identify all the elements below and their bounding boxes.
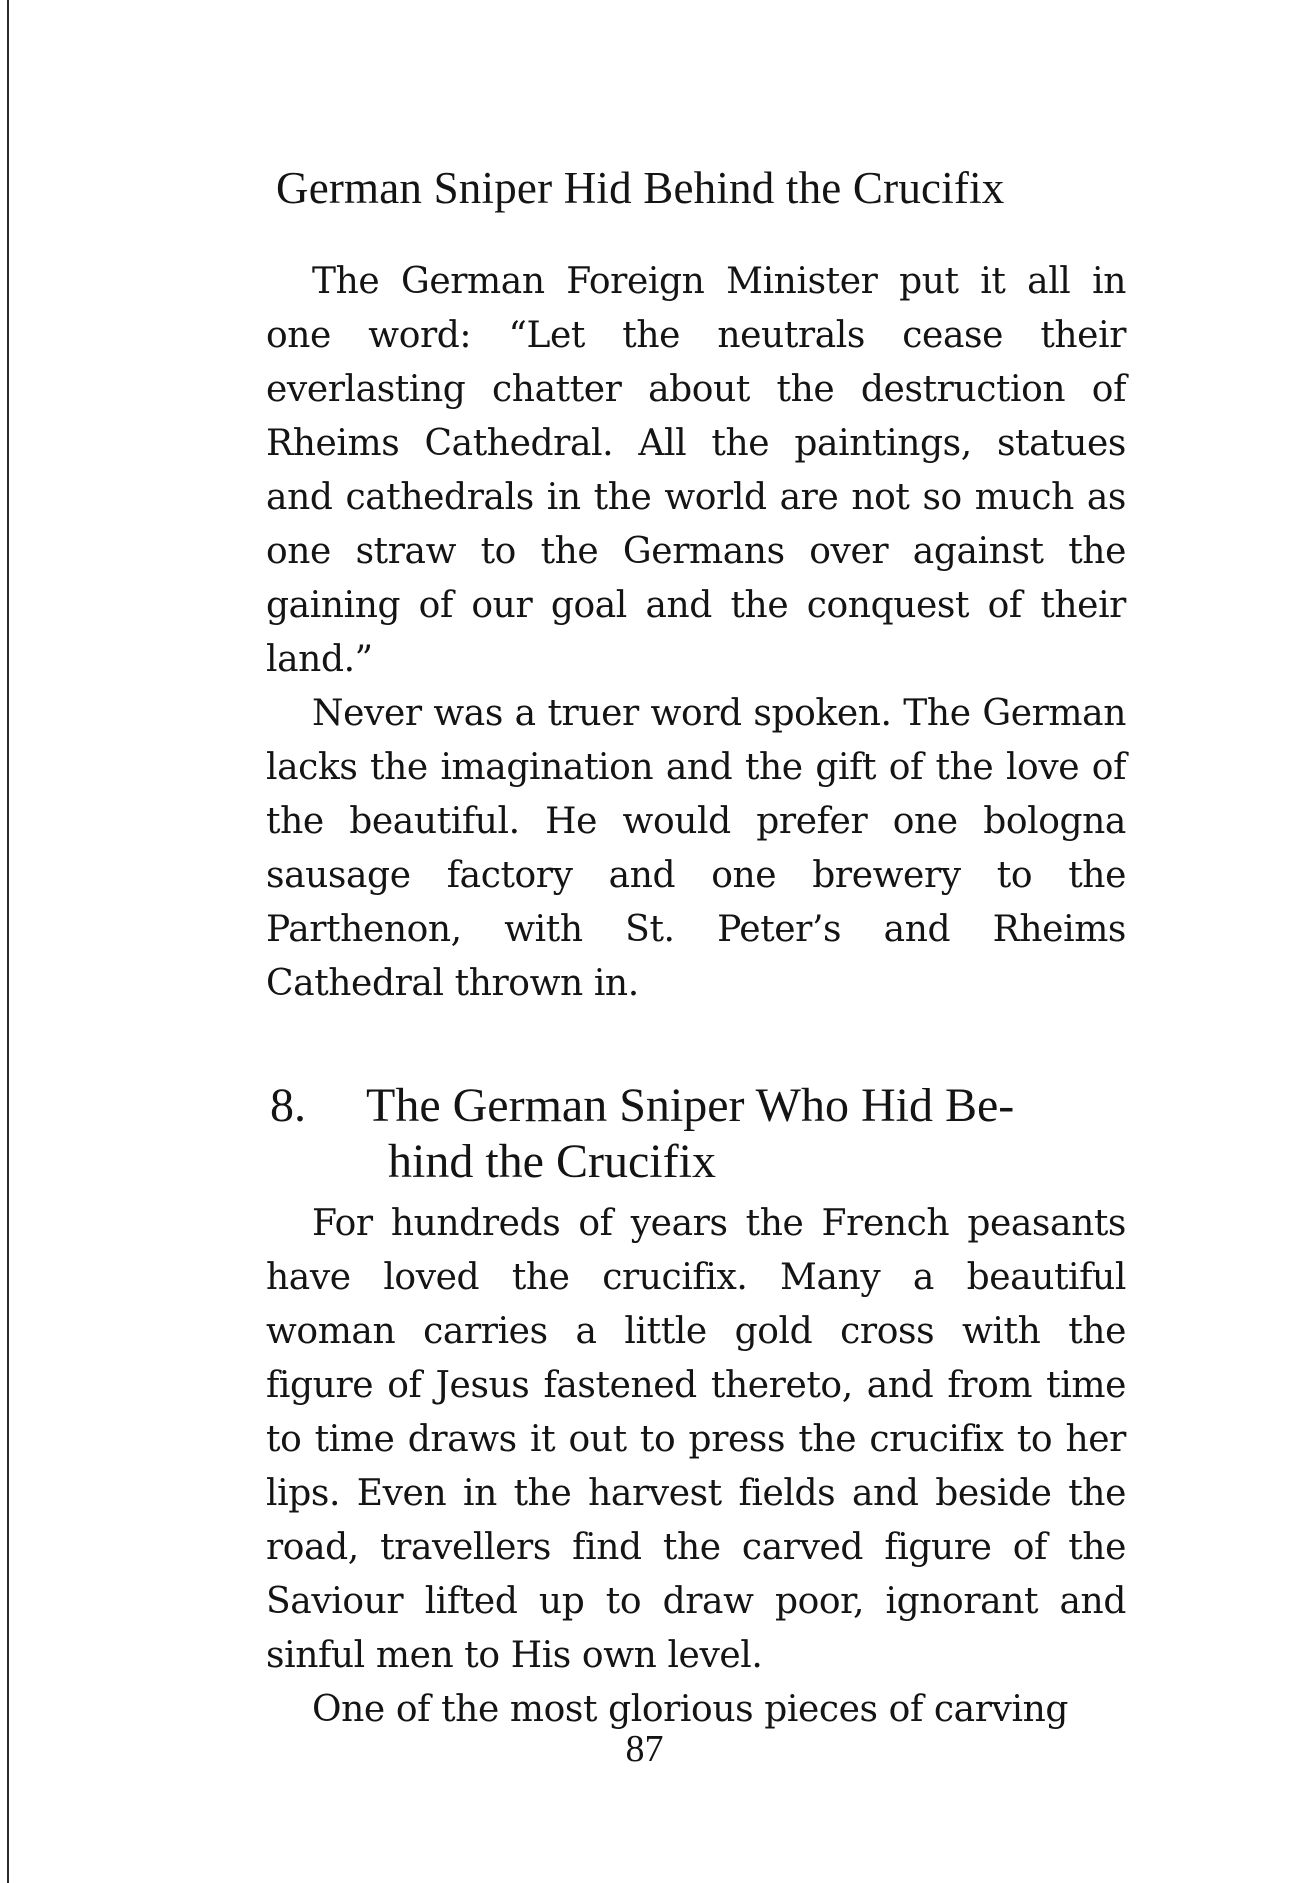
- section-number: 8.: [270, 1079, 306, 1132]
- section-title-line2: hind the Crucifix: [388, 1135, 716, 1188]
- section-title-line1: The German Sniper Who Hid Be-: [366, 1079, 1015, 1132]
- text-block-1: [266, 255, 1126, 1011]
- paragraph-glorious-carving: One of the most glorious pieces of carving: [312, 1689, 1069, 1730]
- section-heading: [270, 1078, 1130, 1190]
- paragraph-foreign-minister: The German Foreign Minister put it all in one word: “Let the neutrals cease their everlasting chatter about the destruction of Rheims Cathedral. All the paintings, statues and cathedrals in the world are not so much as one straw to the Germans over against the gaining of our goal and the conquest of their land.”: [266, 261, 1126, 680]
- page-edge-line: [7, 0, 9, 1883]
- paragraph-truer-word: Never was a truer word spoken. The German lacks the imagination and the gift of the love of the beautiful. He would prefer one bologna sausage factory and one brewery to the Parthenon, with St. Peter’s and Rheims Cathedral thrown in.: [266, 693, 1126, 1004]
- text-block-2: [266, 1197, 1126, 1737]
- page-number: 87: [625, 1728, 664, 1770]
- paragraph-french-peasants: For hundreds of years the French peasants have loved the crucifix. Many a beautiful woman carries a little gold cross with the figure of Jesus fastened thereto, and from time to time draws it out to press the crucifix to her lips. Even in the harvest fields and beside the road, travellers find the carved figure of the Saviour lifted up to draw poor, ignorant and sinful men to His own level.: [266, 1203, 1126, 1676]
- running-head: German Sniper Hid Behind the Crucifix: [276, 163, 1005, 213]
